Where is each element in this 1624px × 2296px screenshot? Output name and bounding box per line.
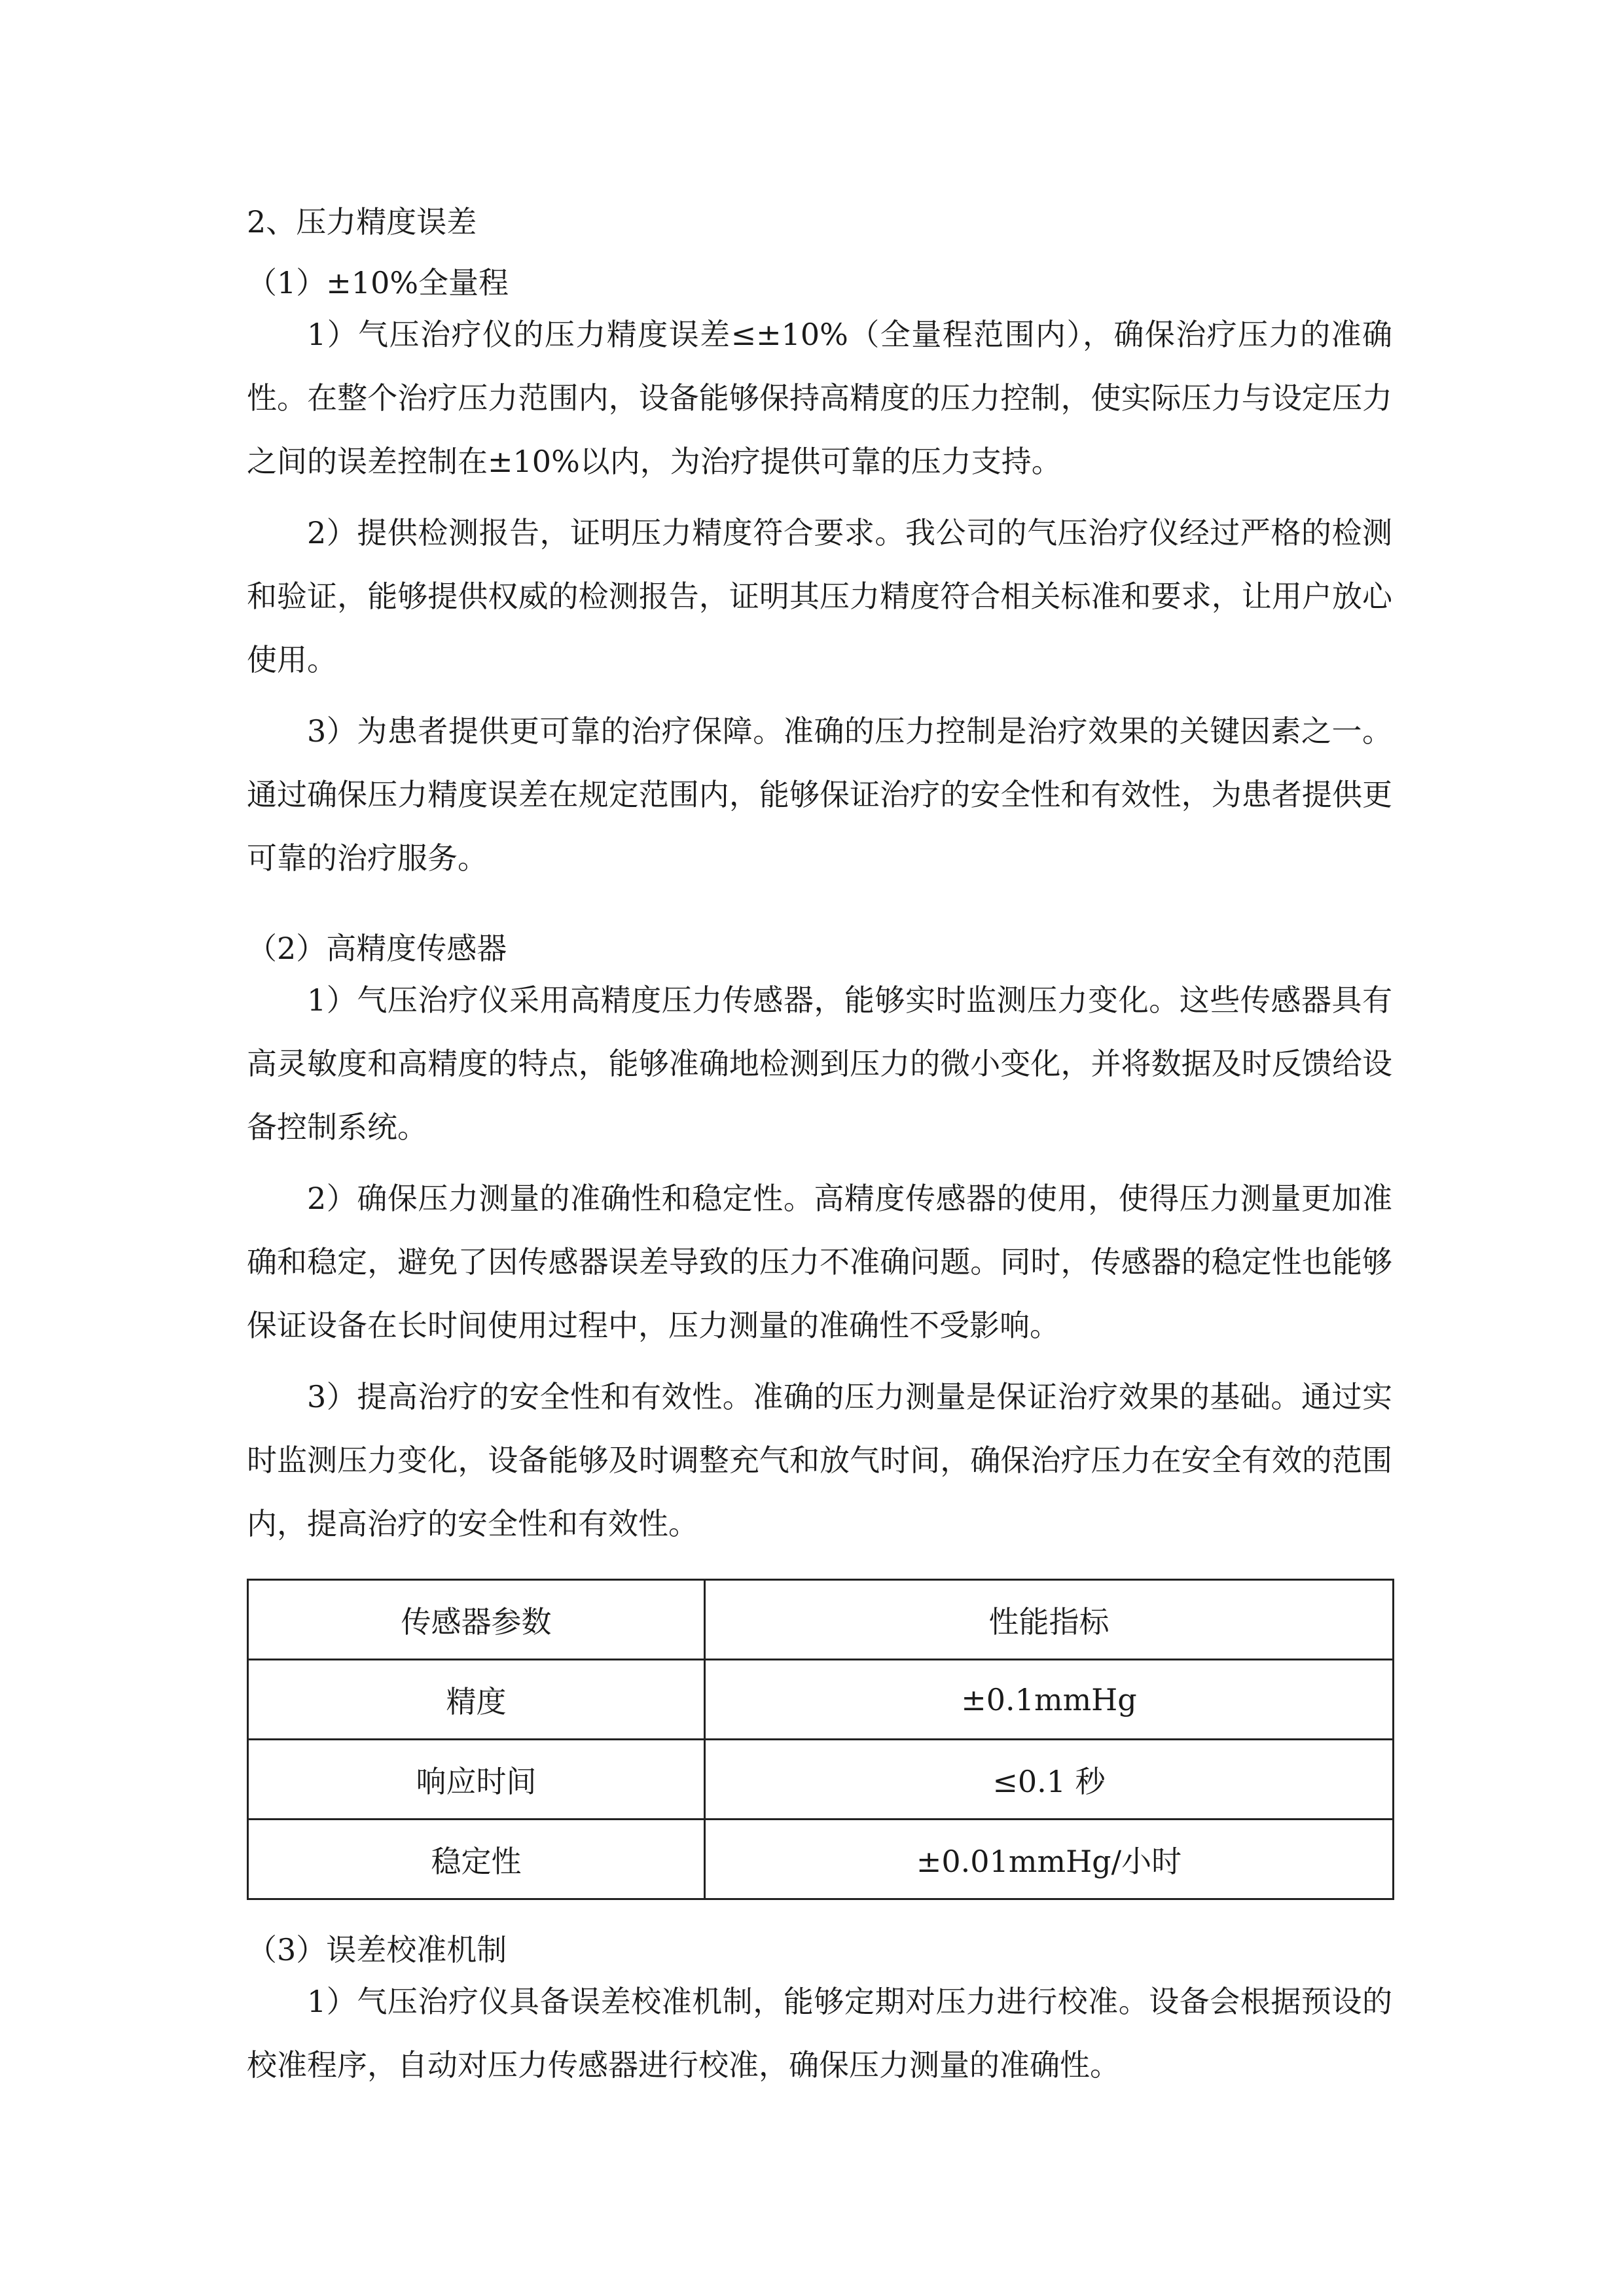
paragraph-2-3: 3）提高治疗的安全性和有效性。准确的压力测量是保证治疗效果的基础。通过实时监测压力变化，设备能够及时调整充气和放气时间，确保治疗压力在安全有效的范围内，提高治疗的安全性和有效性。 <box>247 1379 1392 1541</box>
table-header-cell: 传感器参数 <box>248 1580 705 1660</box>
sensor-spec-table <box>247 1579 1394 1900</box>
table-row <box>248 1740 1394 1820</box>
table-row <box>248 1660 1394 1740</box>
table-cell: 响应时间 <box>248 1740 705 1820</box>
paragraph-2-1: 1）气压治疗仪采用高精度压力传感器，能够实时监测压力变化。这些传感器具有高灵敏度和高精度的特点，能够准确地检测到压力的微小变化，并将数据及时反馈给设备控制系统。 <box>247 982 1392 1145</box>
paragraph-3-1: 1）气压治疗仪具备误差校准机制，能够定期对压力进行校准。设备会根据预设的校准程序，自动对压力传感器进行校准，确保压力测量的准确性。 <box>247 1984 1392 2083</box>
subsection-heading-1: （1）±10%全量程 <box>247 265 509 300</box>
table-cell: ±0.1mmHg <box>705 1660 1394 1740</box>
paragraph-2-2: 2）确保压力测量的准确性和稳定性。高精度传感器的使用，使得压力测量更加准确和稳定，避免了因传感器误差导致的压力不准确问题。同时，传感器的稳定性也能够保证设备在长时间使用过程中，压力测量的准确性不受影响。 <box>247 1181 1392 1343</box>
paragraph-1-3: 3）为患者提供更可靠的治疗保障。准确的压力控制是治疗效果的关键因素之一。通过确保压力精度误差在规定范围内，能够保证治疗的安全性和有效性，为患者提供更可靠的治疗服务。 <box>247 713 1392 876</box>
paragraph-1-2: 2）提供检测报告，证明压力精度符合要求。我公司的气压治疗仪经过严格的检测和验证，能够提供权威的检测报告，证明其压力精度符合相关标准和要求，让用户放心使用。 <box>247 515 1392 677</box>
table-cell: 稳定性 <box>248 1820 705 1899</box>
table-cell: ≤0.1 秒 <box>705 1740 1394 1820</box>
table-header-cell: 性能指标 <box>705 1580 1394 1660</box>
section-title: 2、压力精度误差 <box>247 204 477 240</box>
subsection-heading-3: （3）误差校准机制 <box>247 1932 507 1967</box>
subsection-heading-2: （2）高精度传感器 <box>247 931 507 966</box>
table-header-row <box>248 1580 1394 1660</box>
table-row <box>248 1820 1394 1899</box>
table-cell: 精度 <box>248 1660 705 1740</box>
paragraph-1-1: 1）气压治疗仪的压力精度误差≤±10%（全量程范围内），确保治疗压力的准确性。在整个治疗压力范围内，设备能够保持高精度的压力控制，使实际压力与设定压力之间的误差控制在±10%以内，为治疗提供可靠的压力支持。 <box>247 317 1392 479</box>
table-cell: ±0.01mmHg/小时 <box>705 1820 1394 1899</box>
